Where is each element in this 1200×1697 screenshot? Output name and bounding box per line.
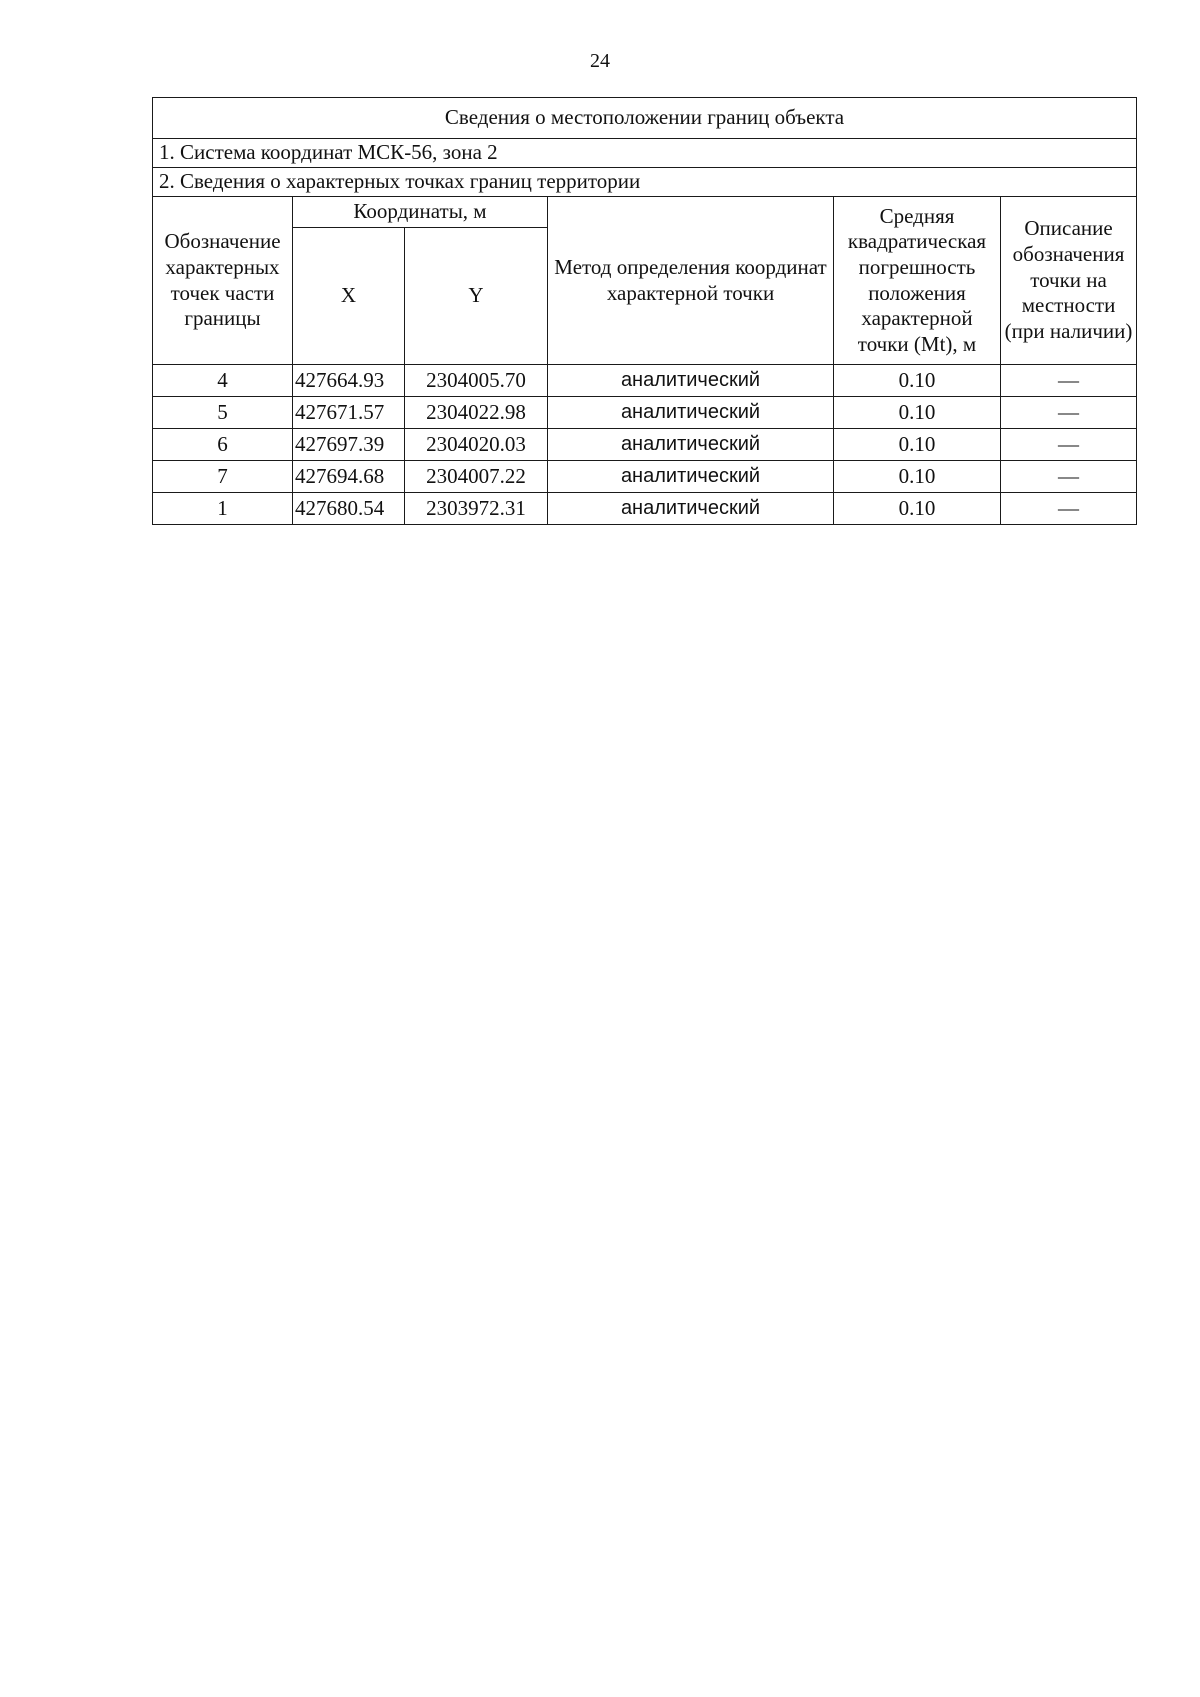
y-coordinate: 2304020.03 [405,429,548,461]
table-title: Сведения о местоположении границ объекта [153,98,1137,139]
x-coordinate: 427697.39 [293,429,405,461]
y-coordinate: 2304007.22 [405,461,548,493]
boundary-table [152,97,1137,525]
table-row [153,461,1137,493]
table-row [153,493,1137,525]
x-coordinate: 427680.54 [293,493,405,525]
method-value: аналитический [548,397,834,429]
header-x: X [293,228,405,365]
point-number: 5 [153,397,293,429]
section-row [153,139,1137,168]
characteristic-points-label: 2. Сведения о характерных точках границ территории [153,168,1137,197]
x-coordinate: 427671.57 [293,397,405,429]
table-row [153,365,1137,397]
header-error: Средняя квадратическая погрешность положения характерной точки (Mt), м [834,197,1001,365]
table-row [153,397,1137,429]
description-value: — [1001,365,1137,397]
description-value: — [1001,461,1137,493]
header-coordinates: Координаты, м [293,197,548,228]
header-y: Y [405,228,548,365]
header-method: Метод определения координат характерной точки [548,197,834,365]
x-coordinate: 427694.68 [293,461,405,493]
header-row [153,197,1137,228]
description-value: — [1001,493,1137,525]
error-value: 0.10 [834,365,1001,397]
table-row [153,429,1137,461]
description-value: — [1001,397,1137,429]
point-number: 6 [153,429,293,461]
error-value: 0.10 [834,429,1001,461]
method-value: аналитический [548,365,834,397]
method-value: аналитический [548,429,834,461]
point-number: 7 [153,461,293,493]
y-coordinate: 2303972.31 [405,493,548,525]
description-value: — [1001,429,1137,461]
method-value: аналитический [548,461,834,493]
point-number: 4 [153,365,293,397]
error-value: 0.10 [834,493,1001,525]
header-designation: Обозначение характерных точек части границы [153,197,293,365]
section-row [153,168,1137,197]
header-description: Описание обозначения точки на местности (при наличии) [1001,197,1137,365]
coordinate-system-label: 1. Система координат МСК-56, зона 2 [153,139,1137,168]
error-value: 0.10 [834,397,1001,429]
point-number: 1 [153,493,293,525]
table-title-row [153,98,1137,139]
page-number: 24 [590,50,610,72]
y-coordinate: 2304022.98 [405,397,548,429]
error-value: 0.10 [834,461,1001,493]
y-coordinate: 2304005.70 [405,365,548,397]
method-value: аналитический [548,493,834,525]
x-coordinate: 427664.93 [293,365,405,397]
